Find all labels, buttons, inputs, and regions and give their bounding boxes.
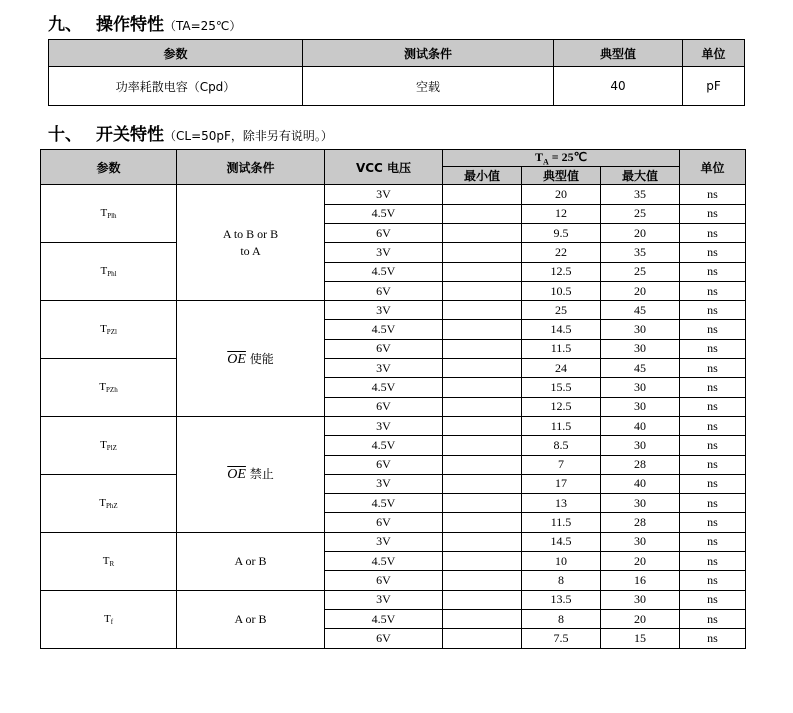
section10-heading [48,120,333,145]
unit-cell: ns [680,320,746,339]
max-cell: 20 [601,552,680,571]
column-header-unit: 单位 [680,150,746,185]
unit-cell: ns [680,204,746,223]
condition-cell [177,590,325,648]
vcc-cell: 4.5V [325,320,443,339]
vcc-cell: 3V [325,416,443,435]
min-cell [443,474,522,493]
min-cell [443,397,522,416]
unit-cell: ns [680,262,746,281]
min-cell [443,571,522,590]
param-cell [41,243,177,301]
min-cell [443,243,522,262]
vcc-cell: 6V [325,281,443,300]
table-row [41,416,746,435]
typ-cell: 22 [522,243,601,262]
table-row [41,243,746,262]
condition-text: A or B [234,553,267,568]
max-cell: 25 [601,204,680,223]
typ-cell: 11.5 [522,339,601,358]
unit-cell: ns [680,513,746,532]
max-cell: 16 [601,571,680,590]
ta-value: = 25℃ [548,150,588,164]
max-cell: 45 [601,301,680,320]
min-cell [443,629,522,648]
column-header-condition: 测试条件 [177,150,325,185]
ta-subscript: A [542,157,549,167]
table-row [41,474,746,493]
max-cell: 25 [601,262,680,281]
typ-cell: 12.5 [522,262,601,281]
vcc-cell: 3V [325,474,443,493]
min-cell [443,339,522,358]
vcc-cell: 6V [325,397,443,416]
condition-text: 使能 [245,351,274,366]
min-cell [443,378,522,397]
condition-cell [177,416,325,532]
param-symbol: T [102,554,110,567]
vcc-cell: 6V [325,455,443,474]
column-header-condition: 测试条件 [303,40,554,67]
max-cell: 30 [601,339,680,358]
min-cell [443,416,522,435]
max-cell: 45 [601,359,680,378]
section10-number: 十、 [48,125,82,145]
typ-cell: 25 [522,301,601,320]
vcc-cell: 4.5V [325,436,443,455]
param-subscript: PZh [106,386,118,394]
max-cell: 35 [601,185,680,204]
unit-cell: ns [680,301,746,320]
max-cell: 30 [601,320,680,339]
typ-cell: 10.5 [522,281,601,300]
param-subscript: f [110,617,114,626]
unit-cell: ns [680,243,746,262]
min-cell [443,301,522,320]
unit-cell: ns [680,474,746,493]
section9-title: 操作特性 [96,15,164,35]
typ-cell: 13.5 [522,590,601,609]
vcc-cell: 4.5V [325,609,443,628]
column-header-typical: 典型值 [554,40,683,67]
cell-param: 功率耗散电容（Cpd） [49,67,303,106]
typ-cell: 8 [522,609,601,628]
min-cell [443,609,522,628]
condition-text: 禁止 [245,467,274,482]
section9-number: 九、 [48,15,82,35]
condition-cell [177,532,325,590]
table-row [41,532,746,551]
typ-cell: 7.5 [522,629,601,648]
min-cell [443,455,522,474]
vcc-cell: 4.5V [325,204,443,223]
unit-cell: ns [680,590,746,609]
unit-cell: ns [680,455,746,474]
typ-cell: 20 [522,185,601,204]
max-cell: 40 [601,474,680,493]
min-cell [443,513,522,532]
typ-cell: 12 [522,204,601,223]
unit-cell: ns [680,416,746,435]
param-cell [41,359,177,417]
vcc-cell: 4.5V [325,494,443,513]
param-subscript: Phl [107,270,117,279]
table-row [41,359,746,378]
typ-cell: 7 [522,455,601,474]
typ-cell: 12.5 [522,397,601,416]
oe-overline-label: $\overline{OE}$ [227,351,246,367]
column-header-unit: 单位 [683,40,745,67]
typ-cell: 17 [522,474,601,493]
unit-cell: ns [680,571,746,590]
unit-cell: ns [680,397,746,416]
column-header-param: 参数 [41,150,177,185]
table-row [41,185,746,204]
max-cell: 40 [601,416,680,435]
param-cell [41,185,177,243]
max-cell: 15 [601,629,680,648]
param-cell [41,532,177,590]
min-cell [443,494,522,513]
unit-cell: ns [680,223,746,242]
table-row [49,67,745,106]
param-cell [41,474,177,532]
unit-cell: ns [680,532,746,551]
param-cell [41,590,177,648]
cell-typical: 40 [554,67,683,106]
typ-cell: 8.5 [522,436,601,455]
param-symbol: T [99,381,107,393]
vcc-cell: 4.5V [325,262,443,281]
param-symbol: T [100,265,108,278]
vcc-cell: 3V [325,243,443,262]
param-subscript: PhZ [106,501,118,510]
operating-characteristics-table [48,39,745,106]
param-symbol: T [103,612,111,625]
typ-cell: 14.5 [522,532,601,551]
min-cell [443,320,522,339]
param-subscript: R [109,559,115,568]
max-cell: 35 [601,243,680,262]
oe-overline-label: $\overline{OE}$ [227,467,246,483]
vcc-cell: 3V [325,532,443,551]
vcc-cell: 6V [325,223,443,242]
min-cell [443,359,522,378]
param-cell [41,301,177,359]
condition-text: A or B [234,611,267,626]
min-cell [443,262,522,281]
unit-cell: ns [680,359,746,378]
typ-cell: 11.5 [522,416,601,435]
vcc-cell: 4.5V [325,378,443,397]
column-header-typ: 典型值 [522,167,601,185]
max-cell: 28 [601,455,680,474]
column-header-vcc: VCC 电压 [325,150,443,185]
vcc-cell: 6V [325,629,443,648]
param-symbol: T [99,496,107,509]
vcc-cell: 6V [325,339,443,358]
max-cell: 30 [601,494,680,513]
max-cell: 30 [601,532,680,551]
unit-cell: ns [680,494,746,513]
condition-text: A to B or B to A [222,226,279,258]
min-cell [443,532,522,551]
unit-cell: ns [680,339,746,358]
max-cell: 30 [601,436,680,455]
max-cell: 20 [601,281,680,300]
unit-cell: ns [680,281,746,300]
vcc-cell: 4.5V [325,552,443,571]
max-cell: 28 [601,513,680,532]
unit-cell: ns [680,185,746,204]
vcc-cell: 3V [325,359,443,378]
column-header-max: 最大值 [601,167,680,185]
min-cell [443,436,522,455]
unit-cell: ns [680,378,746,397]
min-cell [443,281,522,300]
unit-cell: ns [680,609,746,628]
column-header-ta [443,150,680,167]
vcc-cell: 6V [325,571,443,590]
param-subscript: PlZ [106,443,117,452]
typ-cell: 15.5 [522,378,601,397]
max-cell: 30 [601,378,680,397]
min-cell [443,552,522,571]
param-subscript: Plh [107,212,117,221]
param-symbol: T [100,438,107,451]
typ-cell: 11.5 [522,513,601,532]
column-header-min: 最小值 [443,167,522,185]
table-row [41,301,746,320]
param-symbol: T [100,323,107,336]
condition-cell [177,185,325,301]
section10-title: 开关特性 [96,125,164,145]
min-cell [443,204,522,223]
min-cell [443,223,522,242]
param-subscript: PZl [106,328,117,337]
typ-cell: 9.5 [522,223,601,242]
column-header-param: 参数 [49,40,303,67]
min-cell [443,590,522,609]
vcc-cell: 3V [325,590,443,609]
typ-cell: 8 [522,571,601,590]
switching-characteristics-table [40,149,746,649]
unit-cell: ns [680,629,746,648]
section10-condition: （CL=50pF，除非另有说明。） [164,129,333,143]
vcc-cell: 3V [325,301,443,320]
ta-symbol: T [534,150,543,164]
typ-cell: 14.5 [522,320,601,339]
max-cell: 30 [601,590,680,609]
condition-cell [177,301,325,417]
typ-cell: 10 [522,552,601,571]
cell-unit: pF [683,67,745,106]
section9-condition: （TA=25℃） [164,19,242,33]
vcc-cell: 6V [325,513,443,532]
section9-heading [48,10,241,35]
max-cell: 20 [601,223,680,242]
param-cell [41,416,177,474]
cell-condition: 空载 [303,67,554,106]
max-cell: 30 [601,397,680,416]
table-row [41,590,746,609]
unit-cell: ns [680,552,746,571]
min-cell [443,185,522,204]
typ-cell: 13 [522,494,601,513]
vcc-cell: 3V [325,185,443,204]
typ-cell: 24 [522,359,601,378]
max-cell: 20 [601,609,680,628]
unit-cell: ns [680,436,746,455]
param-symbol: T [100,207,108,220]
